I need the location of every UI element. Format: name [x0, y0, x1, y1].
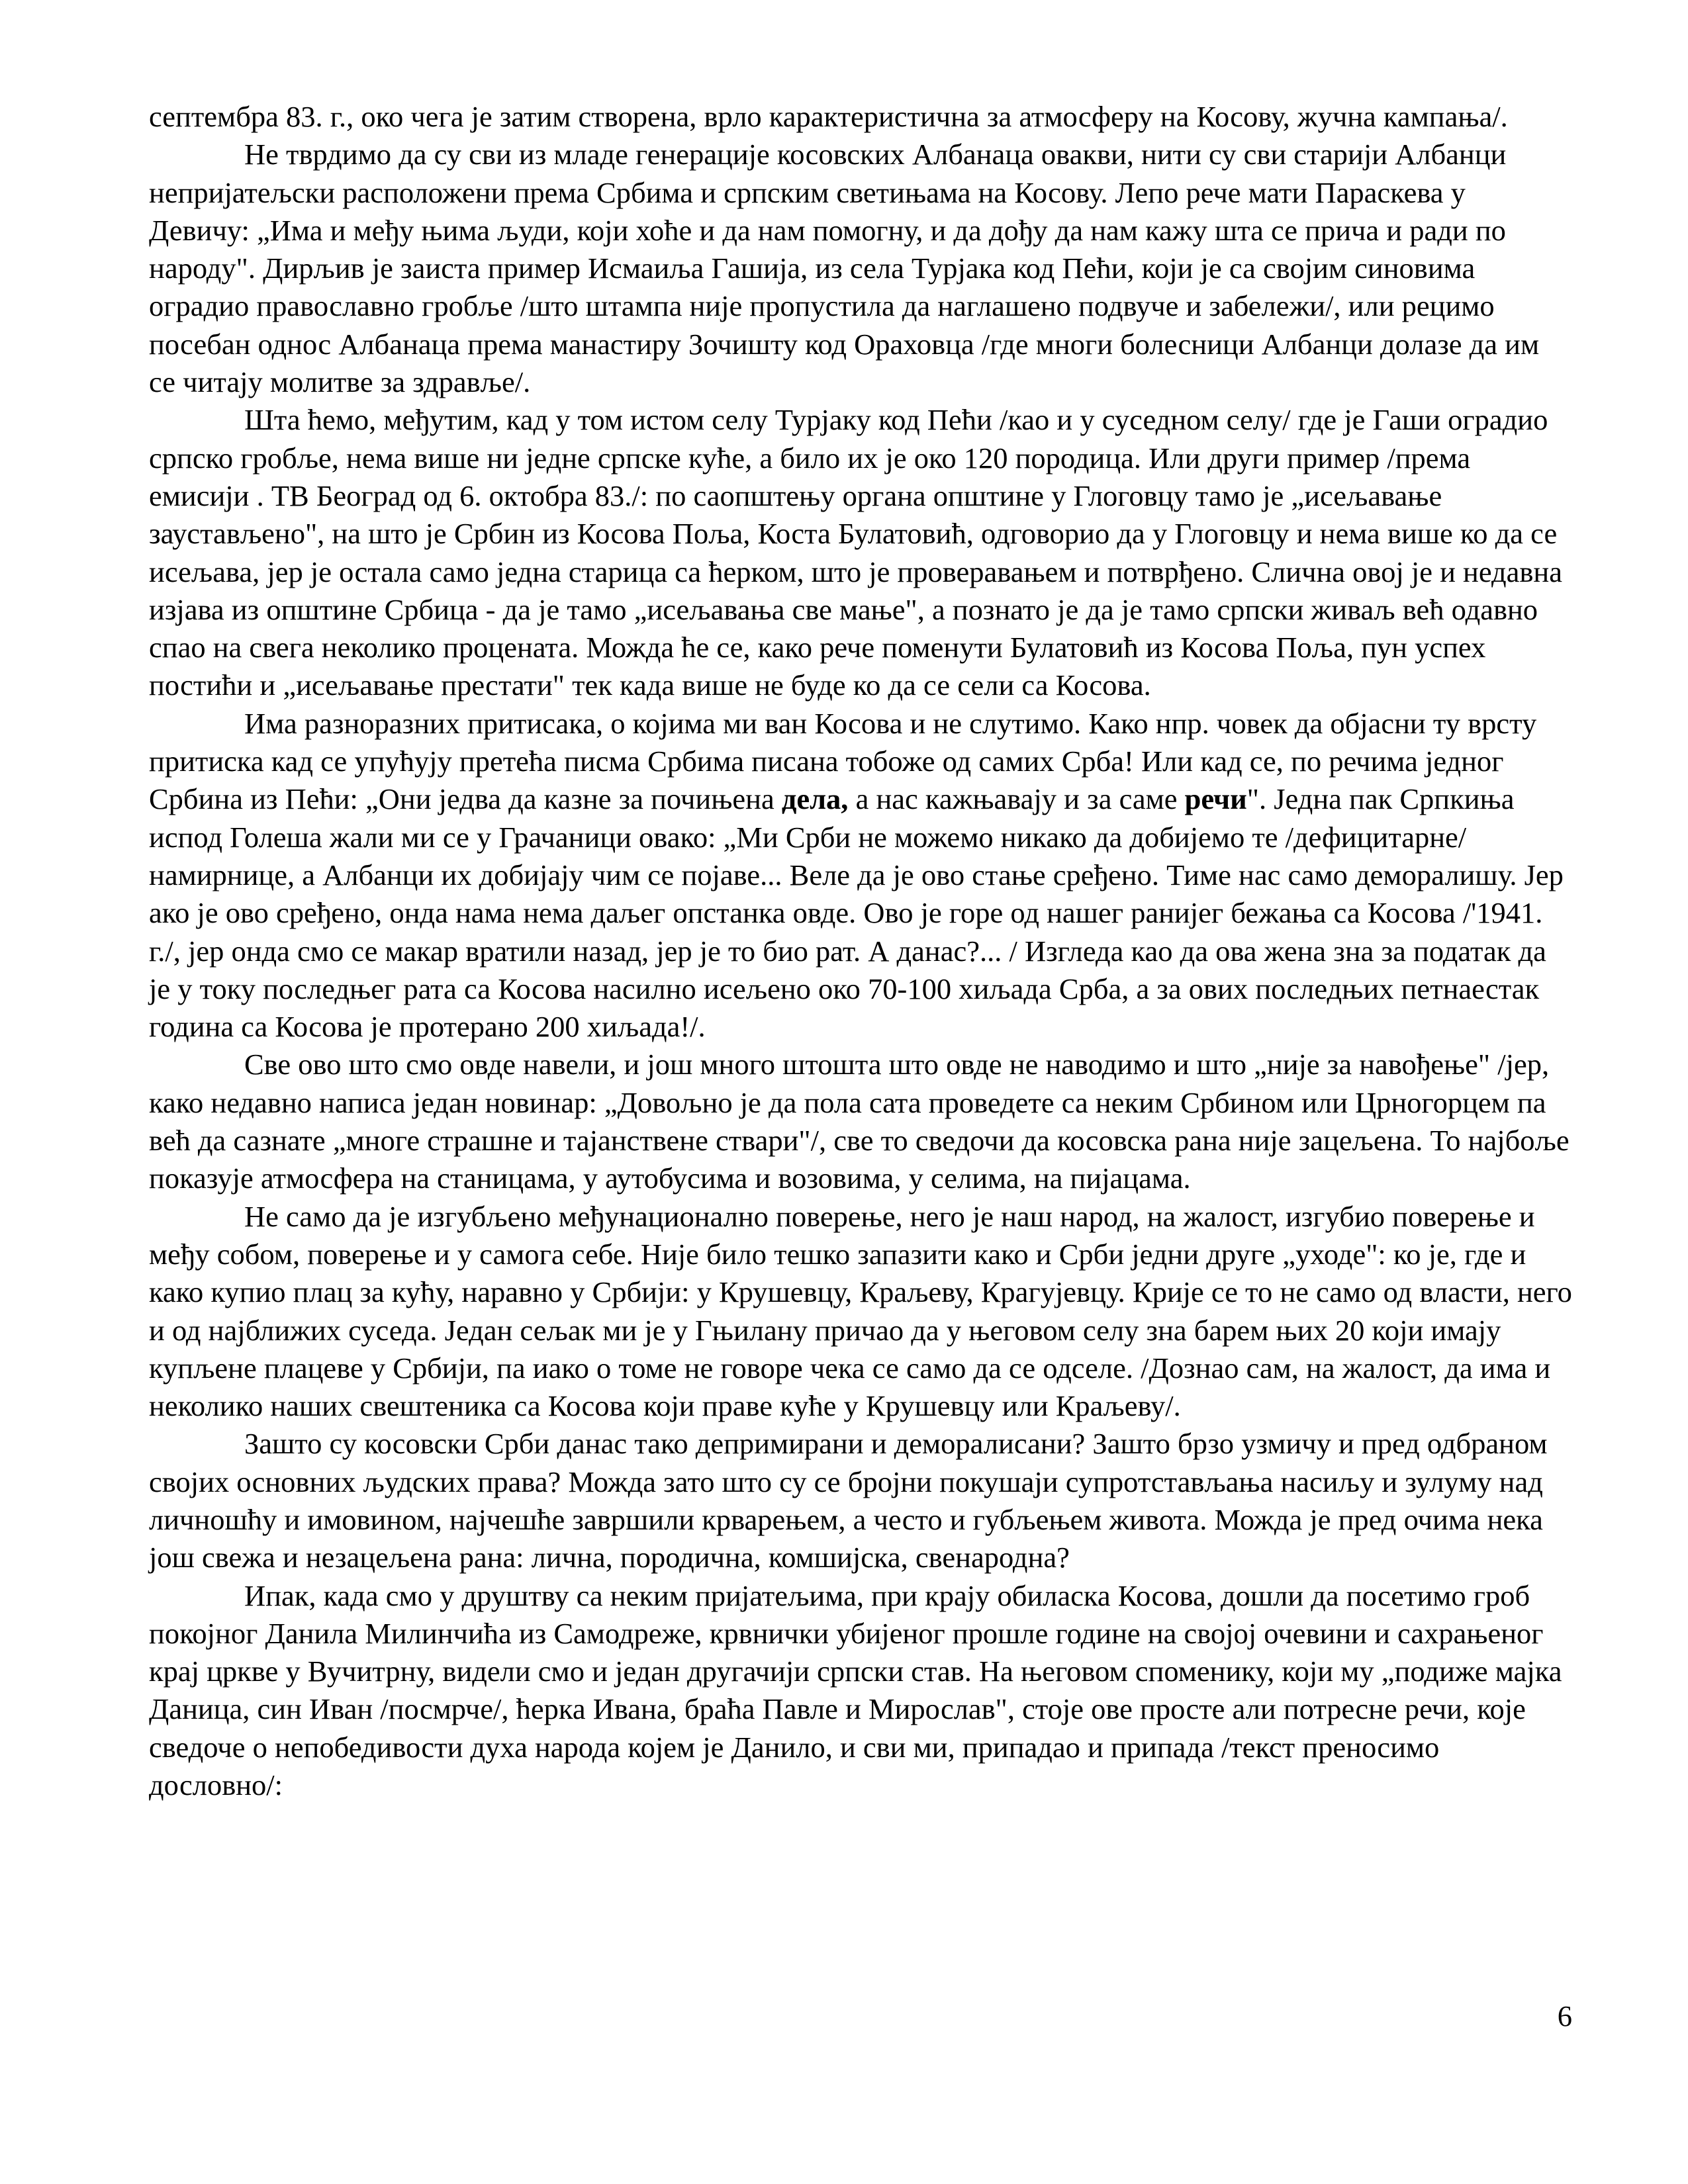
bold-text: дела,: [781, 782, 849, 816]
text-segment: ". Једна пак Српкиња испод Голеша жали ми се у Грачаници овако: „Ми Срби не можемо никако да добијемо те /дефицитарне/ намирнице, а Албанци их добијају чим се појаве... Веле да је ово стање сређено. Тиме нас само деморалишу. Јер ако је ово сређено, онда нама нема даљег опстанка овде. Ово је горе од нашег ранијег бежања са Косова /'1941. г./, јер онда смо се макар вратили назад, јер је то био рат. А данас?... / Изгледа као да ова жена зна за податак да је у току последњег рата са Косова насилно исељено око 70-100 хиљада Срба, а за ових последњих петнаестак година са Косова је протерано 200 хиљада!/.: [149, 782, 1571, 1044]
paragraph: [149, 705, 1572, 1046]
paragraph: [149, 1577, 1572, 1805]
text-segment: Зашто су косовски Срби данас тако депримирани и деморалисани? Зашто брзо узмичу и пред одбраном својих основних људских права? Можда зато што су се бројни покушаји супротстављања насиљу и зулуму над личношћу и имовином, најчешће завршили крварењем, а често и губљењем живота. Можда је пред очима нека још свежа и незацељена рана: лична, породична, комшијска, свенародна?: [149, 1427, 1555, 1574]
text-segment: септембра 83. г., око чега је затим створена, врло карактеристична за атмосферу на Косову, жучна кампања/.: [149, 100, 1508, 133]
paragraph: [149, 1198, 1580, 1426]
text-segment: Шта ћемо, међутим, кад у том истом селу Турјаку код Пећи /као и у суседном селу/ где је Гаши оградио српско гробље, нема више ни једне српске куће, а било их је око 120 породица. Или други пример /према емисији . ТВ Београд од 6. октобра 83./: по саопштењу органа општине у Глоговцу тамо је „исељавање заустављено", на што је Србин из Косова Поља, Коста Булатовић, одговорио да у Глоговцу и нема више ко да се исељава, јер је остала само једна старица са ћерком, што је проверавањем и потврђено. Слична овој је и недавна изјава из општине Србица - да је тамо „исељавања све мање", а познато је да је тамо српски живаљ већ одавно спао на свега неколико процената. Можда ће се, како рече поменути Булатовић из Косова Поља, пун успех постићи и „исељавање престати" тек када више не буде ко да се сели са Косова.: [149, 403, 1570, 702]
text-segment: Не само да је изгубљено међунационално поверење, него је наш народ, на жалост, изгубио поверење и међу собом, поверење и у самога себе. Није било тешко запазити како и Срби једни друге „уходе": ко је, где и како купио плац за кућу, наравно у Србији: у Крушевцу, Краљеву, Крагујевцу. Крије се то не само од власти, него и од најближих суседа. Један сељак ми је у Гњилану причао да у његовом селу зна барем њих 20 који имају купљене плацеве у Србији, па иако о томе не говоре чека се само да се одселе. /Дознао сам, на жалост, да има и неколико наших свештеника са Косова који праве куће у Крушевцу или Краљеву/.: [149, 1199, 1580, 1423]
paragraph: [149, 1425, 1572, 1576]
text-segment: а нас кажњавају и за саме: [848, 782, 1185, 816]
text-segment: Има разноразних притисака, о којима ми ван Косова и не слутимо. Како нпр. човек да објасни ту врсту притиска кад се упућују претећа писма Србима писана тобоже од самих Срба! Или кад се, по речима једног Србина из Пећи: „Они једва да казне за почињена: [149, 706, 1544, 816]
document-body: [149, 98, 1580, 1804]
paragraph: [149, 1046, 1577, 1197]
paragraph: [149, 401, 1572, 704]
paragraph: [149, 136, 1572, 401]
page-number: 6: [1557, 1999, 1572, 2032]
paragraph: [149, 98, 1572, 136]
text-segment: Не тврдимо да су сви из младе генерације косовских Албанаца овакви, нити су сви старији Албанци непријатељски расположени према Србима и српским светињама на Косову. Лепо рече мати Параскева у Девичу: „Има и међу њима људи, који хоће и да нам помогну, и да дођу да нам кажу шта се прича и ради по народу". Дирљив је заиста пример Исмаиља Гашија, из села Турјака код Пећи, који је са својим синовима оградио православно гробље /што штампа није пропустила да наглашено подвуче и забележи/, или рецимо посебан однос Албанаца према манастиру Зочишту код Ораховца /где многи болесници Албанци долазе да им се читају молитве за здравље/.: [149, 138, 1547, 399]
bold-text: речи: [1184, 782, 1247, 816]
text-segment: Ипак, када смо у друштву са неким пријатељима, при крају обиласка Косова, дошли да посетимо гроб покојног Данила Милинчића из Самодреже, крвнички убијеног прошле године на својој очевини и сахрањеног крај цркве у Вучитрну, видели смо и један другачији српски став. На његовом споменику, који му „подиже мајка Даница, син Иван /посмрче/, ћерка Ивана, браћа Павле и Мирослав", стоје ове просте али потресне речи, које сведоче о непобедивости духа народа којем је Данило, и сви ми, припадао и припада /текст преносимо дословно/:: [149, 1578, 1570, 1802]
text-segment: Све ово што смо овде навели, и још много штошта што овде не наводимо и што „није за навођење" /јер, како недавно написа један новинар: „Довољно је да пола сата проведете са неким Србином или Црногорцем па већ да сазнате „многе страшне и тајанствене ствари"/, све то сведочи да косовска рана није зацељена. То најбоље показује атмосфера на станицама, у аутобусима и возовима, у селима, на пијацама.: [149, 1048, 1577, 1195]
